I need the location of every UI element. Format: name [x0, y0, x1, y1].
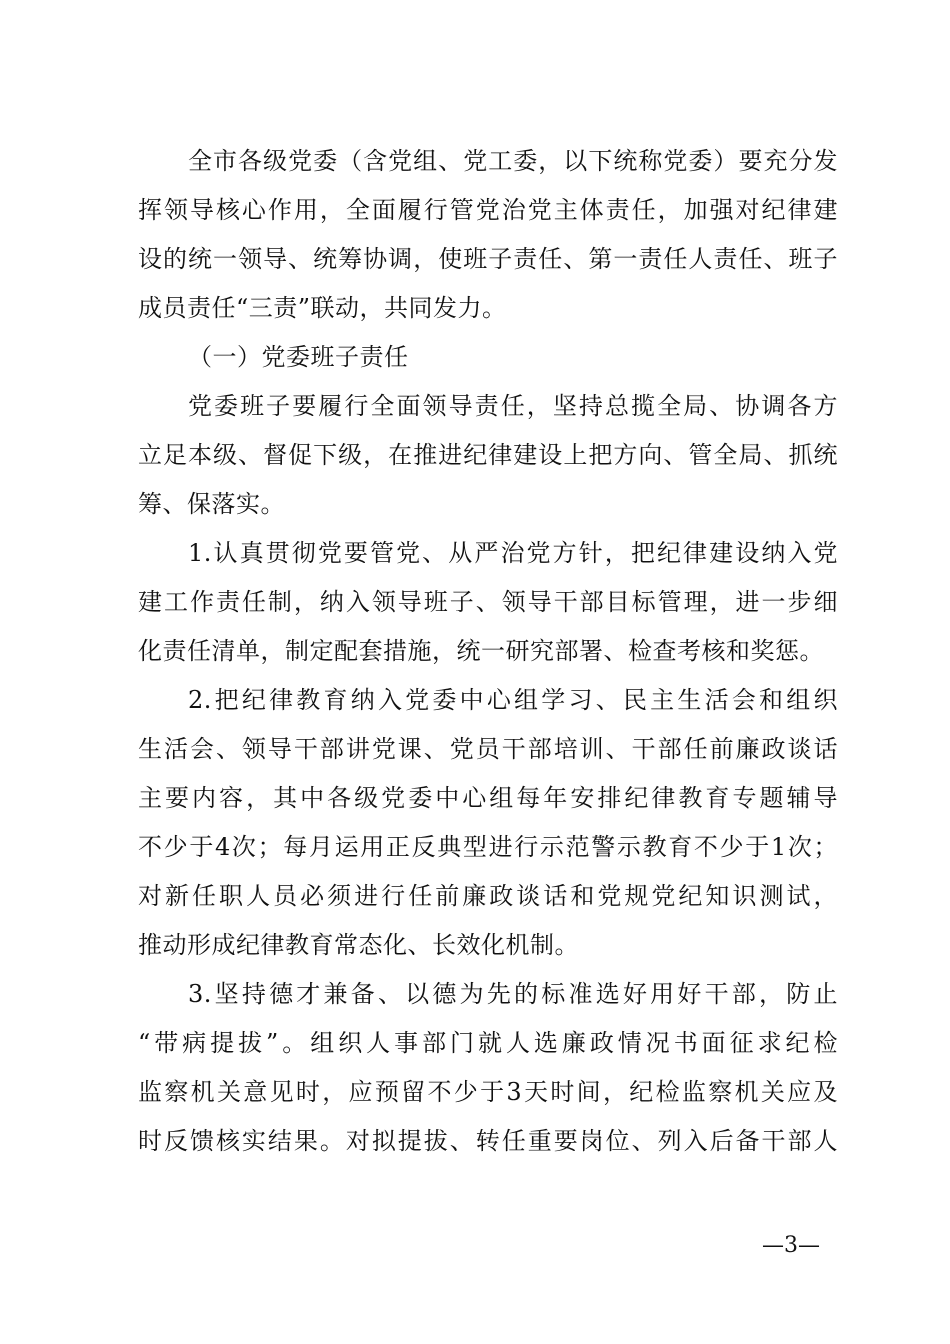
paragraph-item-2: [138, 676, 838, 970]
paragraph-intro: [138, 137, 838, 333]
text-line: 党委班子要履行全面领导责任，坚持总揽全局、协调各方: [188, 392, 838, 420]
text-line: 推动形成纪律教育常态化、长效化机制。: [138, 931, 579, 959]
paragraph-item-3: [138, 970, 838, 1166]
text-line: 建工作责任制，纳入领导班子、领导干部目标管理，进一步细: [138, 588, 838, 616]
text-line: 监察机关意见时，应预留不少于3天时间，纪检监察机关应及: [138, 1078, 838, 1106]
text-line: 生活会、领导干部讲党课、党员干部培训、干部任前廉政谈话: [138, 735, 838, 763]
text-line: 时反馈核实结果。对拟提拔、转任重要岗位、列入后备干部人: [138, 1127, 838, 1155]
page-number: —3—: [762, 1233, 820, 1258]
text-line: 对新任职人员必须进行任前廉政谈话和党规党纪知识测试，: [138, 882, 838, 910]
text-line: 不少于4次；每月运用正反典型进行示范警示教育不少于1次；: [138, 833, 838, 861]
text-line: 化责任清单，制定配套措施，统一研究部署、检查考核和奖惩。: [138, 637, 824, 665]
text-line: 筹、保落实。: [138, 490, 285, 518]
section-heading: [138, 333, 838, 382]
text-line: 3.坚持德才兼备、以德为先的标准选好用好干部，防止: [188, 980, 838, 1008]
text-line: 成员责任“三责”联动，共同发力。: [138, 294, 507, 322]
text-line: “带病提拔”。组织人事部门就人选廉政情况书面征求纪检: [138, 1029, 838, 1057]
text-line: 挥领导核心作用，全面履行管党治党主体责任，加强对纪律建: [138, 196, 838, 224]
text-line: 2.把纪律教育纳入党委中心组学习、民主生活会和组织: [188, 686, 838, 714]
paragraph-committee-duty: [138, 382, 838, 529]
text-line: 立足本级、督促下级，在推进纪律建设上把方向、管全局、抓统: [138, 441, 838, 469]
document-body: [138, 137, 838, 1166]
heading-text: （一）党委班子责任: [188, 343, 409, 371]
text-line: 全市各级党委（含党组、党工委，以下统称党委）要充分发: [188, 147, 838, 175]
text-line: 1.认真贯彻党要管党、从严治党方针，把纪律建设纳入党: [188, 539, 838, 567]
text-line: 设的统一领导、统筹协调，使班子责任、第一责任人责任、班子: [138, 245, 838, 273]
text-line: 主要内容，其中各级党委中心组每年安排纪律教育专题辅导: [138, 784, 838, 812]
paragraph-item-1: [138, 529, 838, 676]
